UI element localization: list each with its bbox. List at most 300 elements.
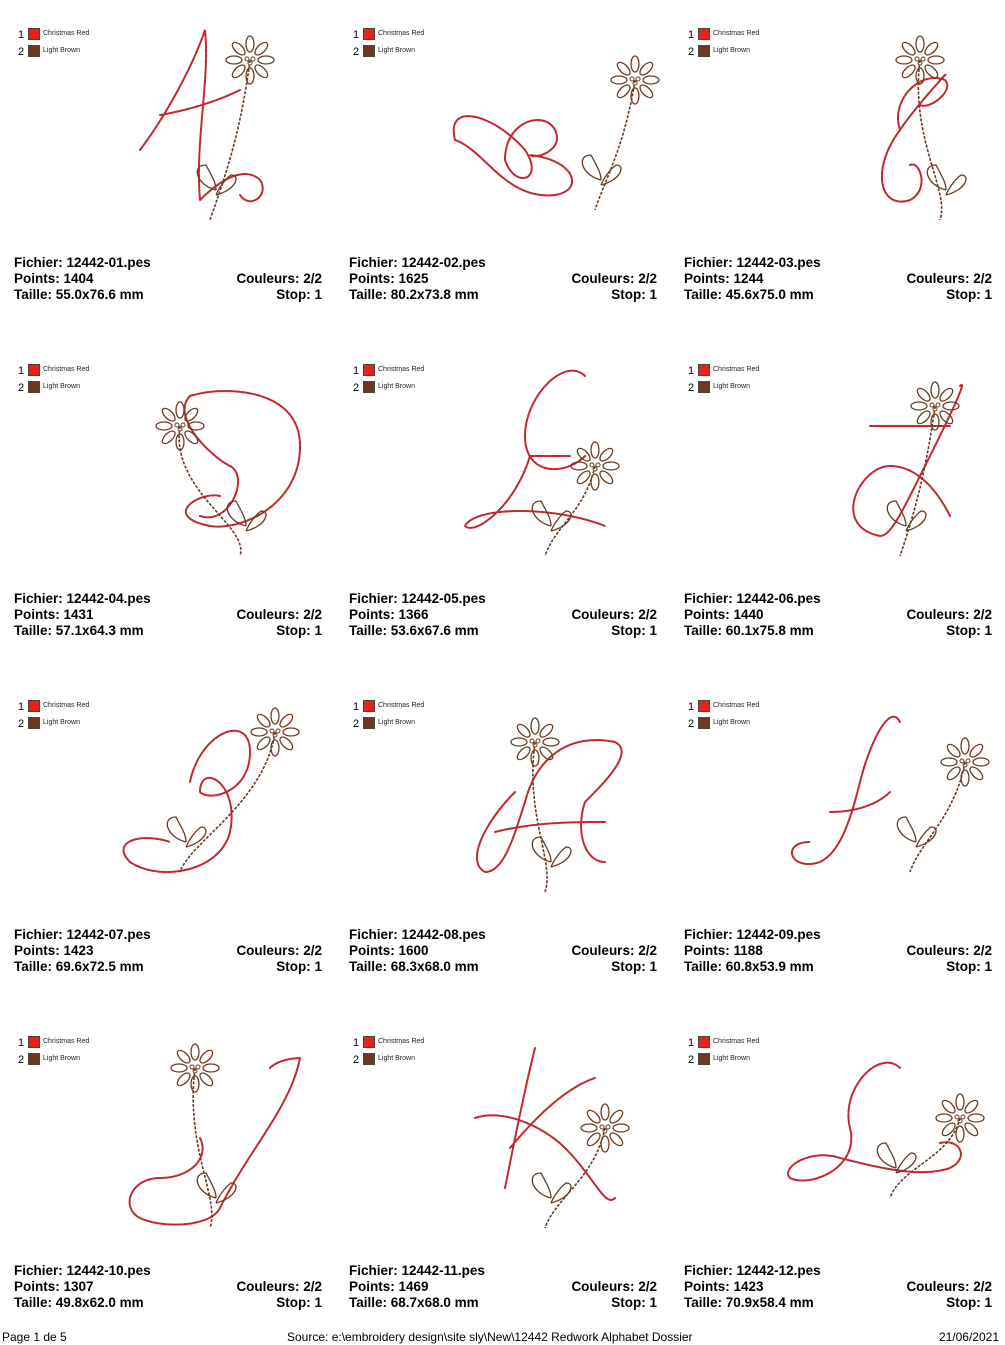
stop-label: Stop: xyxy=(276,959,311,974)
page-footer xyxy=(0,1328,1005,1345)
size-line xyxy=(684,959,814,975)
colors-label: Couleurs: xyxy=(236,943,300,958)
flower-motif xyxy=(896,36,966,220)
colors-label: Couleurs: xyxy=(571,607,635,622)
legend-number: 2 xyxy=(688,718,695,730)
file-name: 12442-12.pes xyxy=(736,1263,821,1278)
design-info xyxy=(14,591,322,639)
colors-line xyxy=(236,1279,322,1295)
embroidery-preview xyxy=(100,356,330,586)
legend-number: 1 xyxy=(18,365,25,377)
legend-color-name: Light Brown xyxy=(43,47,80,54)
legend-number: 2 xyxy=(688,382,695,394)
design-card xyxy=(0,0,335,336)
design-card xyxy=(335,336,670,672)
legend-number: 1 xyxy=(353,701,360,713)
flower-motif xyxy=(167,708,299,872)
color-swatch xyxy=(698,1036,710,1048)
color-swatch xyxy=(28,45,40,57)
points-label: Points: xyxy=(684,607,730,622)
file-name: 12442-02.pes xyxy=(401,255,486,270)
points-value: 1469 xyxy=(398,1279,429,1294)
legend-number: 2 xyxy=(18,382,25,394)
points-label: Points: xyxy=(349,1279,395,1294)
legend-color-name: Light Brown xyxy=(378,47,415,54)
legend-number: 2 xyxy=(688,46,695,58)
script-letter xyxy=(140,30,263,201)
legend-number: 1 xyxy=(353,365,360,377)
size-label: Taille: xyxy=(349,1295,388,1310)
colors-line xyxy=(906,271,992,287)
design-info xyxy=(14,927,322,975)
points-value: 1440 xyxy=(733,607,764,622)
file-line xyxy=(684,1263,821,1279)
legend-color-name: Christmas Red xyxy=(713,702,760,709)
stop-label: Stop: xyxy=(946,959,981,974)
colors-label: Couleurs: xyxy=(906,607,970,622)
points-label: Points: xyxy=(349,271,395,286)
legend-color-name: Christmas Red xyxy=(713,366,760,373)
design-card xyxy=(670,336,1005,672)
colors-label: Couleurs: xyxy=(571,271,635,286)
size-label: Taille: xyxy=(349,287,388,302)
legend-color-name: Christmas Red xyxy=(378,702,425,709)
embroidery-preview xyxy=(435,692,665,922)
size-line xyxy=(684,287,814,303)
stop-line xyxy=(946,1295,992,1311)
flower-motif xyxy=(582,56,659,210)
stop-label: Stop: xyxy=(611,959,646,974)
points-line xyxy=(349,607,429,623)
size-line xyxy=(14,287,144,303)
size-line xyxy=(349,287,479,303)
design-card xyxy=(670,1008,1005,1344)
file-line xyxy=(14,591,151,607)
legend-color-name: Christmas Red xyxy=(43,30,90,37)
color-swatch xyxy=(363,28,375,40)
colors-line xyxy=(906,1279,992,1295)
colors-label: Couleurs: xyxy=(906,943,970,958)
legend-color-name: Christmas Red xyxy=(378,30,425,37)
colors-value: 2/2 xyxy=(973,271,992,286)
colors-line xyxy=(571,943,657,959)
stop-line xyxy=(276,959,322,975)
file-line xyxy=(14,927,151,943)
colors-value: 2/2 xyxy=(638,271,657,286)
stop-label: Stop: xyxy=(611,287,646,302)
design-info xyxy=(684,591,992,639)
file-line xyxy=(349,591,486,607)
legend-number: 1 xyxy=(688,701,695,713)
file-name: 12442-10.pes xyxy=(66,1263,151,1278)
file-name: 12442-07.pes xyxy=(66,927,151,942)
script-letter xyxy=(475,1048,615,1200)
legend-color-name: Light Brown xyxy=(43,719,80,726)
size-value: 80.2x73.8 mm xyxy=(390,287,479,302)
color-swatch xyxy=(698,381,710,393)
size-value: 60.8x53.9 mm xyxy=(725,959,814,974)
colors-label: Couleurs: xyxy=(906,271,970,286)
points-line xyxy=(349,271,429,287)
legend-number: 1 xyxy=(353,1037,360,1049)
design-info xyxy=(349,927,657,975)
size-line xyxy=(349,1295,479,1311)
colors-value: 2/2 xyxy=(638,943,657,958)
stop-label: Stop: xyxy=(946,1295,981,1310)
colors-line xyxy=(906,607,992,623)
size-label: Taille: xyxy=(684,959,723,974)
design-info xyxy=(14,255,322,303)
colors-line xyxy=(236,943,322,959)
legend-number: 2 xyxy=(18,1054,25,1066)
colors-value: 2/2 xyxy=(973,1279,992,1294)
size-value: 55.0x76.6 mm xyxy=(55,287,144,302)
size-value: 60.1x75.8 mm xyxy=(725,623,814,638)
points-value: 1431 xyxy=(63,607,94,622)
color-swatch xyxy=(28,1036,40,1048)
file-name: 12442-05.pes xyxy=(401,591,486,606)
file-label: Fichier: xyxy=(14,927,63,942)
points-line xyxy=(14,271,94,287)
stop-value: 1 xyxy=(649,959,657,974)
size-line xyxy=(14,623,144,639)
stop-line xyxy=(946,623,992,639)
file-label: Fichier: xyxy=(349,255,398,270)
size-label: Taille: xyxy=(14,623,53,638)
colors-label: Couleurs: xyxy=(236,607,300,622)
points-value: 1307 xyxy=(63,1279,94,1294)
color-swatch xyxy=(363,1036,375,1048)
stop-value: 1 xyxy=(314,959,322,974)
legend-color-name: Light Brown xyxy=(713,719,750,726)
colors-line xyxy=(571,1279,657,1295)
size-value: 68.7x68.0 mm xyxy=(390,1295,479,1310)
points-value: 1366 xyxy=(398,607,429,622)
legend-number: 2 xyxy=(688,1054,695,1066)
points-line xyxy=(349,1279,429,1295)
size-value: 69.6x72.5 mm xyxy=(55,959,144,974)
stop-label: Stop: xyxy=(946,623,981,638)
points-label: Points: xyxy=(14,271,60,286)
size-value: 53.6x67.6 mm xyxy=(390,623,479,638)
flower-motif xyxy=(877,1094,984,1198)
stop-value: 1 xyxy=(649,1295,657,1310)
stop-value: 1 xyxy=(649,287,657,302)
flower-motif xyxy=(511,718,571,892)
file-label: Fichier: xyxy=(349,591,398,606)
points-label: Points: xyxy=(14,1279,60,1294)
color-swatch xyxy=(28,1053,40,1065)
page-number: Page 1 de 5 xyxy=(2,1330,67,1344)
legend-color-name: Christmas Red xyxy=(43,702,90,709)
legend-color-name: Light Brown xyxy=(713,47,750,54)
colors-value: 2/2 xyxy=(973,607,992,622)
file-label: Fichier: xyxy=(684,591,733,606)
stop-line xyxy=(276,623,322,639)
file-name: 12442-06.pes xyxy=(736,591,821,606)
stop-value: 1 xyxy=(649,623,657,638)
color-swatch xyxy=(363,381,375,393)
design-info xyxy=(14,1263,322,1311)
design-info xyxy=(684,927,992,975)
color-swatch xyxy=(698,28,710,40)
design-info xyxy=(684,1263,992,1311)
file-name: 12442-11.pes xyxy=(401,1263,485,1278)
design-info xyxy=(684,255,992,303)
size-value: 45.6x75.0 mm xyxy=(725,287,814,302)
source-path: Source: e:\embroidery design\site sly\New\12442 Redwork Alphabet Dossier xyxy=(287,1330,693,1344)
legend-number: 1 xyxy=(688,29,695,41)
color-swatch xyxy=(28,381,40,393)
stop-line xyxy=(276,1295,322,1311)
size-label: Taille: xyxy=(684,1295,723,1310)
color-swatch xyxy=(363,1053,375,1065)
embroidery-preview xyxy=(435,356,665,586)
flower-motif xyxy=(156,402,266,556)
embroidery-preview xyxy=(770,20,1000,250)
colors-line xyxy=(236,271,322,287)
legend-color-name: Christmas Red xyxy=(713,1038,760,1045)
points-line xyxy=(684,943,763,959)
color-swatch xyxy=(363,717,375,729)
legend-color-name: Christmas Red xyxy=(43,366,90,373)
stop-line xyxy=(611,959,657,975)
size-label: Taille: xyxy=(684,623,723,638)
file-line xyxy=(349,927,486,943)
stop-value: 1 xyxy=(314,623,322,638)
points-value: 1404 xyxy=(63,271,94,286)
size-line xyxy=(349,623,479,639)
file-name: 12442-04.pes xyxy=(66,591,151,606)
embroidery-preview xyxy=(770,1028,1000,1258)
stop-label: Stop: xyxy=(276,287,311,302)
colors-value: 2/2 xyxy=(973,943,992,958)
colors-label: Couleurs: xyxy=(571,1279,635,1294)
points-label: Points: xyxy=(684,943,730,958)
file-line xyxy=(684,255,821,271)
points-line xyxy=(684,1279,764,1295)
points-line xyxy=(684,271,764,287)
print-date: 21/06/2021 xyxy=(938,1330,999,1344)
color-swatch xyxy=(698,45,710,57)
file-label: Fichier: xyxy=(349,927,398,942)
embroidery-preview xyxy=(770,692,1000,922)
size-label: Taille: xyxy=(349,623,388,638)
legend-number: 2 xyxy=(353,382,360,394)
stop-value: 1 xyxy=(314,287,322,302)
file-line xyxy=(14,1263,151,1279)
size-line xyxy=(14,1295,144,1311)
colors-line xyxy=(571,607,657,623)
legend-color-name: Light Brown xyxy=(713,383,750,390)
color-swatch xyxy=(28,364,40,376)
file-label: Fichier: xyxy=(684,1263,733,1278)
points-label: Points: xyxy=(684,1279,730,1294)
points-line xyxy=(14,943,94,959)
colors-label: Couleurs: xyxy=(906,1279,970,1294)
points-line xyxy=(349,943,429,959)
design-card xyxy=(0,336,335,672)
color-swatch xyxy=(698,717,710,729)
colors-line xyxy=(571,271,657,287)
legend-number: 1 xyxy=(353,29,360,41)
file-name: 12442-09.pes xyxy=(736,927,821,942)
points-value: 1625 xyxy=(398,271,429,286)
stop-line xyxy=(946,287,992,303)
stop-value: 1 xyxy=(314,1295,322,1310)
points-label: Points: xyxy=(14,943,60,958)
size-value: 70.9x58.4 mm xyxy=(725,1295,814,1310)
file-name: 12442-01.pes xyxy=(66,255,151,270)
legend-color-name: Christmas Red xyxy=(378,1038,425,1045)
file-line xyxy=(349,1263,485,1279)
colors-value: 2/2 xyxy=(303,943,322,958)
size-label: Taille: xyxy=(349,959,388,974)
flower-motif xyxy=(897,738,989,872)
stop-line xyxy=(946,959,992,975)
flower-motif xyxy=(532,442,619,556)
points-label: Points: xyxy=(349,607,395,622)
design-card xyxy=(335,672,670,1008)
points-value: 1244 xyxy=(733,271,764,286)
points-line xyxy=(684,607,764,623)
design-card xyxy=(335,0,670,336)
color-swatch xyxy=(28,700,40,712)
points-value: 1423 xyxy=(733,1279,764,1294)
legend-number: 2 xyxy=(353,718,360,730)
stop-line xyxy=(276,287,322,303)
embroidery-preview xyxy=(100,692,330,922)
stop-label: Stop: xyxy=(611,623,646,638)
stop-line xyxy=(611,287,657,303)
points-value: 1188 xyxy=(733,943,763,958)
points-label: Points: xyxy=(684,271,730,286)
script-letter xyxy=(130,1058,300,1225)
size-value: 68.3x68.0 mm xyxy=(390,959,479,974)
legend-number: 1 xyxy=(688,1037,695,1049)
script-letter xyxy=(124,731,250,872)
color-swatch xyxy=(28,717,40,729)
embroidery-preview xyxy=(100,1028,330,1258)
color-swatch xyxy=(698,700,710,712)
legend-color-name: Light Brown xyxy=(378,1055,415,1062)
legend-color-name: Light Brown xyxy=(378,719,415,726)
stop-label: Stop: xyxy=(611,1295,646,1310)
legend-number: 2 xyxy=(18,718,25,730)
points-value: 1600 xyxy=(398,943,429,958)
colors-value: 2/2 xyxy=(303,607,322,622)
flower-motif xyxy=(171,1044,236,1228)
legend-number: 2 xyxy=(18,46,25,58)
file-label: Fichier: xyxy=(684,927,733,942)
file-label: Fichier: xyxy=(684,255,733,270)
design-card xyxy=(0,672,335,1008)
script-letter xyxy=(185,391,300,527)
legend-number: 1 xyxy=(688,365,695,377)
stop-value: 1 xyxy=(984,959,992,974)
colors-value: 2/2 xyxy=(638,607,657,622)
embroidery-preview xyxy=(435,20,665,250)
embroidery-preview xyxy=(435,1028,665,1258)
size-label: Taille: xyxy=(14,1295,53,1310)
file-name: 12442-08.pes xyxy=(401,927,486,942)
stop-value: 1 xyxy=(984,1295,992,1310)
design-card xyxy=(670,0,1005,336)
design-card xyxy=(335,1008,670,1344)
color-swatch xyxy=(698,1053,710,1065)
size-line xyxy=(684,623,814,639)
size-line xyxy=(684,1295,814,1311)
points-line xyxy=(14,607,94,623)
file-line xyxy=(684,591,821,607)
file-label: Fichier: xyxy=(14,591,63,606)
script-letter xyxy=(882,75,947,202)
legend-number: 1 xyxy=(18,701,25,713)
colors-line xyxy=(236,607,322,623)
stop-value: 1 xyxy=(984,287,992,302)
stop-value: 1 xyxy=(984,623,992,638)
points-label: Points: xyxy=(14,607,60,622)
colors-line xyxy=(906,943,992,959)
size-line xyxy=(14,959,144,975)
points-value: 1423 xyxy=(63,943,94,958)
colors-value: 2/2 xyxy=(303,1279,322,1294)
script-letter xyxy=(788,1063,961,1181)
size-value: 49.8x62.0 mm xyxy=(55,1295,144,1310)
file-line xyxy=(349,255,486,271)
legend-color-name: Christmas Red xyxy=(713,30,760,37)
colors-label: Couleurs: xyxy=(571,943,635,958)
design-info xyxy=(349,255,657,303)
file-name: 12442-03.pes xyxy=(736,255,821,270)
colors-label: Couleurs: xyxy=(236,1279,300,1294)
legend-color-name: Light Brown xyxy=(43,383,80,390)
points-line xyxy=(14,1279,94,1295)
script-letter xyxy=(454,116,572,195)
color-swatch xyxy=(698,364,710,376)
color-swatch xyxy=(363,45,375,57)
legend-color-name: Christmas Red xyxy=(43,1038,90,1045)
legend-number: 1 xyxy=(18,29,25,41)
color-swatch xyxy=(28,28,40,40)
stop-label: Stop: xyxy=(276,1295,311,1310)
script-letter xyxy=(792,717,900,864)
colors-value: 2/2 xyxy=(303,271,322,286)
legend-number: 2 xyxy=(353,1054,360,1066)
colors-label: Couleurs: xyxy=(236,271,300,286)
file-line xyxy=(14,255,151,271)
legend-color-name: Christmas Red xyxy=(378,366,425,373)
file-label: Fichier: xyxy=(14,1263,63,1278)
stop-label: Stop: xyxy=(946,287,981,302)
size-line xyxy=(349,959,479,975)
stop-label: Stop: xyxy=(276,623,311,638)
size-label: Taille: xyxy=(14,287,53,302)
file-line xyxy=(684,927,821,943)
legend-number: 2 xyxy=(353,46,360,58)
legend-color-name: Light Brown xyxy=(378,383,415,390)
design-info xyxy=(349,1263,657,1311)
legend-color-name: Light Brown xyxy=(713,1055,750,1062)
script-letter xyxy=(853,385,962,536)
points-label: Points: xyxy=(349,943,395,958)
embroidery-preview xyxy=(100,20,330,250)
color-swatch xyxy=(363,700,375,712)
file-label: Fichier: xyxy=(14,255,63,270)
size-label: Taille: xyxy=(684,287,723,302)
color-swatch xyxy=(363,364,375,376)
stop-line xyxy=(611,623,657,639)
